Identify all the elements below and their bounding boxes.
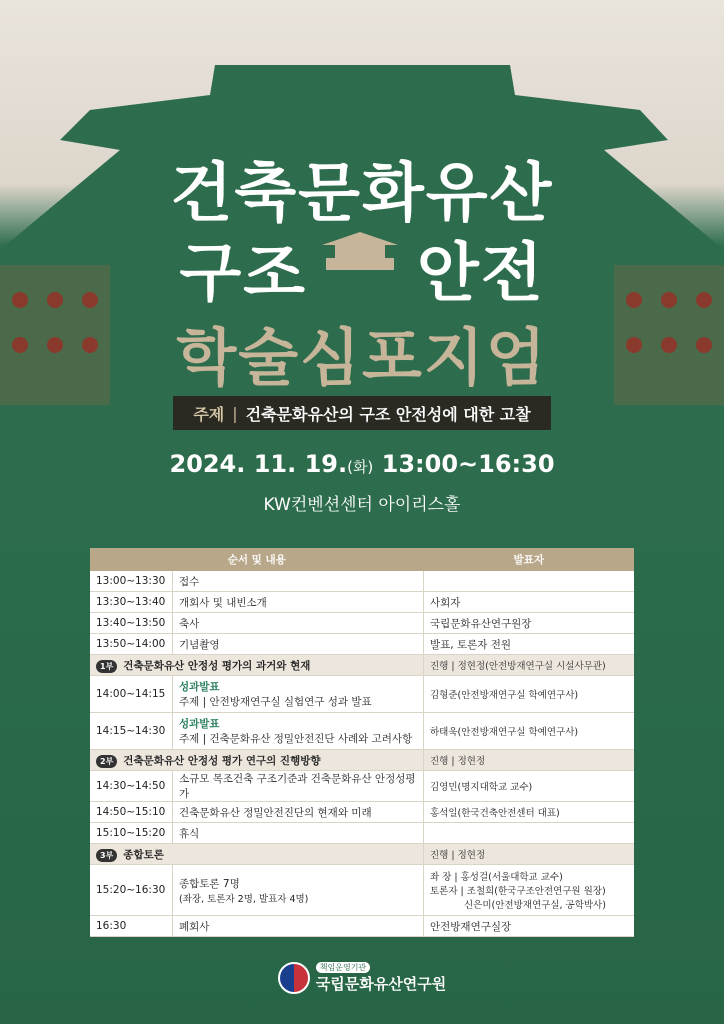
row-content-text: 종합토론 7명 <box>179 877 240 890</box>
section-title <box>90 750 424 771</box>
row-content: 소규모 목조건축 구조기준과 건축문화유산 안정성평가 <box>173 771 424 802</box>
event-date <box>0 450 724 478</box>
row-content: 폐회사 <box>173 916 424 937</box>
taegeuk-emblem-icon <box>278 962 310 994</box>
row-presenter: 발표, 토론자 전원 <box>424 634 635 655</box>
table-row <box>90 592 634 613</box>
row-label: 성과발표 <box>179 681 220 693</box>
table-row <box>90 823 634 844</box>
title-line-2-left: 구조 <box>179 237 307 311</box>
table-row <box>90 634 634 655</box>
footer-text <box>316 962 446 994</box>
date-dow: (화) <box>347 458 374 476</box>
row-time: 13:00~13:30 <box>90 571 173 592</box>
row-time: 16:30 <box>90 916 173 937</box>
row-content: 건축문화유산 정밀안전진단의 현재와 미래 <box>173 802 424 823</box>
row-time: 13:30~13:40 <box>90 592 173 613</box>
theme-bar <box>173 396 551 430</box>
row-presenter <box>424 571 635 592</box>
row-time: 14:50~15:10 <box>90 802 173 823</box>
date-time: 13:00~16:30 <box>381 450 555 478</box>
section-title <box>90 655 424 676</box>
section-presenter: 진행 | 정현정 <box>424 844 635 865</box>
row-presenter: 하태욱(안전방재연구실 학예연구사) <box>424 713 635 750</box>
section-presenter: 진행 | 정현정(안전방재연구실 시설사무관) <box>424 655 635 676</box>
date-day: 2024. 11. 19. <box>169 450 348 478</box>
section-presenter: 진행 | 정현정 <box>424 750 635 771</box>
moderator: 좌 장 | 홍성걸(서울대학교 교수) <box>430 872 563 883</box>
table-row <box>90 613 634 634</box>
row-time: 14:15~14:30 <box>90 713 173 750</box>
table-row <box>90 802 634 823</box>
discussant-1: 토론자 | 조철희(한국구조안전연구원 원장) <box>430 886 606 897</box>
row-content <box>173 865 424 916</box>
section-row-2 <box>90 750 634 771</box>
footer-org: 국립문화유산연구원 <box>315 975 447 993</box>
table-row <box>90 676 634 713</box>
section-badge: 2부 <box>96 755 117 768</box>
title-line-2 <box>0 222 724 314</box>
row-presenter: 김영민(명지대학교 교수) <box>424 771 635 802</box>
row-content-sub: (좌장, 토론자 2명, 발표자 4명) <box>179 893 309 905</box>
row-presenter: 김형준(안전방재연구실 학예연구사) <box>424 676 635 713</box>
row-time: 13:50~14:00 <box>90 634 173 655</box>
section-badge: 3부 <box>96 849 117 862</box>
program-table <box>90 548 634 937</box>
row-presenter <box>424 823 635 844</box>
section-title <box>90 844 424 865</box>
row-time: 15:10~15:20 <box>90 823 173 844</box>
section-badge: 1부 <box>96 660 117 673</box>
row-content <box>173 676 424 713</box>
section-title-text: 종합토론 <box>123 848 164 861</box>
row-presenter: 국립문화유산연구원장 <box>424 613 635 634</box>
row-time: 14:30~14:50 <box>90 771 173 802</box>
header-presenter: 발표자 <box>424 548 635 571</box>
footer-tag: 책임운영기관 <box>316 962 370 973</box>
row-content: 휴식 <box>173 823 424 844</box>
table-row <box>90 713 634 750</box>
row-content-text: 주제 | 안전방재연구실 실험연구 성과 발표 <box>179 696 372 708</box>
table-row <box>90 916 634 937</box>
row-time: 14:00~14:15 <box>90 676 173 713</box>
theme-separator: | <box>232 403 238 423</box>
section-row-1 <box>90 655 634 676</box>
section-title-text: 건축문화유산 안정성 평가 연구의 진행방향 <box>123 754 321 767</box>
section-row-3 <box>90 844 634 865</box>
row-presenter: 사회자 <box>424 592 635 613</box>
discussant-2: 신은미(안전방재연구실, 공학박사) <box>464 900 606 911</box>
row-time: 13:40~13:50 <box>90 613 173 634</box>
venue: KW컨벤션센터 아이리스홀 <box>263 495 461 515</box>
table-row <box>90 771 634 802</box>
row-content: 축사 <box>173 613 424 634</box>
section-title-text: 건축문화유산 안정성 평가의 과거와 현재 <box>123 659 311 672</box>
row-content-text: 주제 | 건축문화유산 정밀안전진단 사례와 고려사항 <box>179 733 413 745</box>
table-header <box>90 548 634 571</box>
theme-label: 주제 <box>193 404 225 424</box>
row-content <box>173 713 424 750</box>
row-presenter <box>424 865 635 916</box>
title-line-2-right: 안전 <box>417 237 545 311</box>
row-content: 개회사 및 내빈소개 <box>173 592 424 613</box>
row-content: 기념촬영 <box>173 634 424 655</box>
footer-logo <box>0 962 724 994</box>
row-presenter: 안전방재연구실장 <box>424 916 635 937</box>
title-line-1: 건축문화유산 <box>170 157 554 231</box>
title-line-3: 학술심포지엄 <box>176 321 548 394</box>
row-label: 성과발표 <box>179 718 220 730</box>
row-content: 접수 <box>173 571 424 592</box>
table-row <box>90 571 634 592</box>
row-presenter: 홍석일(한국건축안전센터 대표) <box>424 802 635 823</box>
theme-text: 건축문화유산의 구조 안전성에 대한 고찰 <box>245 404 531 424</box>
table-row <box>90 865 634 916</box>
row-time: 15:20~16:30 <box>90 865 173 916</box>
header-content: 순서 및 내용 <box>90 548 424 571</box>
